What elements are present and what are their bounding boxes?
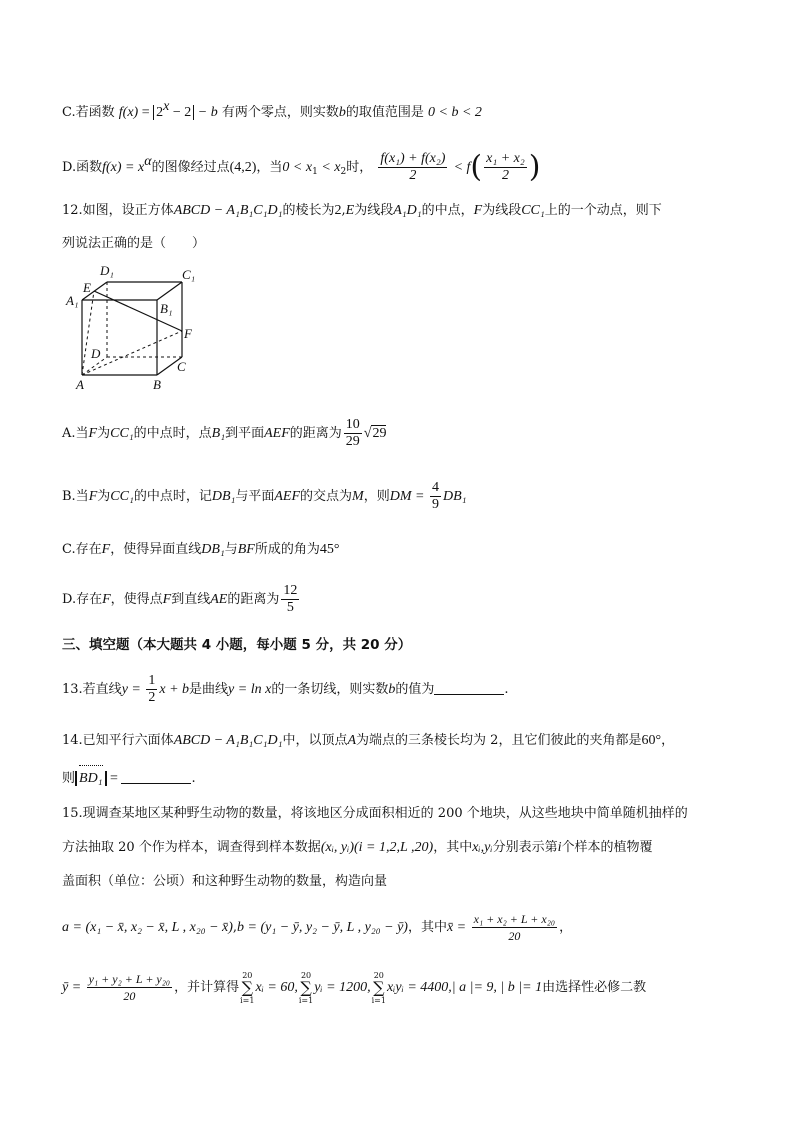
text: 的取值范围是	[345, 105, 424, 120]
point: (4,2)	[229, 160, 257, 175]
fraction	[87, 971, 172, 1004]
section-title: 三、填空题（本大题共 4 小题，每小题 5 分，共 20 分）	[62, 637, 412, 653]
text: ，并计算得	[174, 980, 240, 995]
solid-name: ABCD − A₁B₁C₁D₁	[173, 733, 283, 748]
denominator: 20	[508, 929, 521, 943]
func-name: f	[118, 105, 123, 120]
text: 的距离为	[227, 592, 280, 607]
text: 所成的角为	[254, 542, 320, 557]
point-f: F	[102, 592, 111, 607]
text: 上的一个动点，则下	[544, 203, 662, 218]
text: 中，以顶点	[282, 733, 348, 748]
text: 的距离为	[289, 426, 342, 441]
segment-bf: BF	[237, 542, 255, 557]
fraction	[472, 911, 557, 944]
question-14-line2	[62, 765, 196, 792]
point-f: F	[101, 542, 111, 557]
numerator: y₁ + y₂ + L + y₂₀	[88, 972, 171, 986]
fraction	[344, 417, 362, 450]
eq-sign: =	[106, 771, 122, 786]
func-var: x	[127, 105, 134, 120]
label-c: C	[177, 359, 186, 374]
fraction	[378, 151, 447, 184]
text: 为	[97, 426, 111, 441]
cond2: < x	[317, 160, 341, 175]
text: 为	[97, 489, 111, 504]
power-func: = x	[121, 160, 145, 175]
point-f: F	[88, 489, 98, 504]
text: 分别表示第	[492, 840, 558, 855]
sum-upper: 20	[242, 970, 253, 980]
cube-name: ABCD − A₁B₁C₁D₁	[173, 203, 283, 218]
var-b: b	[388, 682, 396, 697]
text: 为端点的三条棱长均为 2，且它们彼此的夹角都是	[356, 733, 642, 748]
question-15-line4: a = (x₁ − x̄, x₂ − x̄, L , x₂₀ − x̄),b = (y₁ − ȳ, y₂ − ȳ, L , y₂₀ − ȳ)，其中x̄ = $\frac{\text{x₁ + x₂ + L + x₂₀}}{20}$ ，	[62, 912, 573, 943]
fraction	[484, 151, 527, 184]
text: 的中点时，记	[133, 489, 212, 504]
option-12d	[62, 580, 301, 620]
rhs: DB₁	[442, 489, 467, 504]
sum-lower: i=1	[298, 995, 314, 1005]
sum-y: yᵢ = 1200,	[314, 980, 371, 995]
abs-tail: − 2	[169, 105, 192, 120]
segment-db1: DB₁	[201, 542, 225, 557]
text: 到平面	[225, 426, 265, 441]
vars: xᵢ,yᵢ	[472, 840, 493, 855]
text: 13.若直线	[62, 682, 122, 697]
plane-aef: AEF	[264, 426, 290, 441]
question-12-line1	[62, 201, 662, 221]
text: ，使得点	[110, 592, 163, 607]
segment-cc1: CC₁	[521, 203, 545, 218]
fraction	[146, 673, 157, 706]
option-label: A.当	[62, 426, 89, 441]
text: 时，	[346, 160, 373, 175]
fraction	[430, 480, 441, 513]
text: .	[191, 771, 196, 786]
point-a: A	[347, 733, 357, 748]
lt-f: < f	[453, 160, 471, 175]
option-label: C.若函数	[62, 105, 115, 120]
point-f: F	[473, 203, 483, 218]
option-12b	[62, 477, 467, 517]
numerator: x₁ + x₂ + L + x₂₀	[473, 912, 556, 926]
text: ,	[341, 203, 346, 218]
sum-sign: 20 ∑ i=1	[371, 970, 386, 1005]
text: 12.如图，设正方体	[62, 203, 174, 218]
text: 的中点时，点	[133, 426, 212, 441]
option-label: B.当	[62, 489, 89, 504]
option-12c	[62, 540, 339, 560]
text: 为线段	[482, 203, 522, 218]
line-ae: AE	[210, 592, 228, 607]
vector-bd1: BD₁	[79, 765, 103, 792]
vector-b: b = (y₁ − ȳ, y₂ − ȳ, L , y₂₀ − ȳ)	[237, 920, 408, 935]
line-rhs: x + b	[159, 682, 190, 697]
question-13	[62, 670, 508, 710]
lhs: DM =	[389, 489, 428, 504]
sqrt-value: 29	[372, 426, 387, 441]
text: 与平面	[235, 489, 275, 504]
text: 的值为	[395, 682, 435, 697]
text: ，则	[363, 489, 390, 504]
answer-blank[interactable]	[434, 680, 504, 695]
point-e: E	[345, 203, 355, 218]
numerator: f(x₁) + f(x₂)	[380, 151, 446, 166]
option-11c: C.若函数 $f(x) = 2^x - 2 - b$ 有两个零点，则实数b的取值范围是 0 < b < 2	[62, 99, 482, 120]
power-exp: α	[144, 154, 152, 169]
answer-blank[interactable]	[121, 769, 191, 784]
text: 到直线	[171, 592, 211, 607]
denominator: 2	[501, 168, 509, 183]
denominator: 2	[148, 690, 156, 705]
numerator: 1	[148, 673, 156, 688]
denominator: 5	[286, 600, 294, 615]
label-f: F	[184, 326, 192, 341]
curve: y = ln x	[228, 682, 272, 697]
text: 由选择性必修二教	[542, 980, 647, 995]
var-b: b	[338, 105, 346, 120]
sum-x: xᵢ = 60,	[255, 980, 298, 995]
sum-upper: 20	[300, 970, 312, 980]
denominator: 20	[123, 989, 136, 1003]
point-m: M	[352, 489, 364, 504]
ybar: ȳ =	[62, 980, 85, 995]
label-a1: A₁	[66, 293, 79, 308]
sum-xy: xᵢyᵢ = 4400,	[386, 980, 452, 995]
option-12a: A.当F为CC₁的中点时，点B₁到平面AEF的距离为 $\frac{10}{29}$ √29	[62, 417, 387, 449]
question-15-line2	[62, 838, 653, 858]
text: ，其中	[407, 920, 447, 935]
text: ，当	[256, 160, 283, 175]
question-15-line5	[62, 968, 646, 1008]
question-15-line1: 15.现调查某地区某种野生动物的数量，将该地区分成面积相近的 200 个地块，从这些地块中简单随机抽样的	[62, 806, 688, 821]
angle: 45°	[319, 542, 340, 557]
text: 个样本的植物覆	[561, 840, 653, 855]
label-d1: D₁	[100, 265, 114, 278]
label-a: A	[76, 377, 84, 392]
text: 是曲线	[189, 682, 229, 697]
text: 列说法正确的是（ ）	[62, 236, 206, 251]
sum-lower: i=1	[240, 995, 255, 1005]
numerator: 10	[345, 417, 360, 432]
fraction	[281, 583, 299, 616]
text: ，	[661, 733, 675, 748]
label-e: E	[83, 280, 91, 295]
sample-data: (xᵢ, yᵢ)(i = 1,2,L ,20)	[320, 840, 434, 855]
numerator: 12	[283, 583, 298, 598]
text: 则	[62, 771, 76, 786]
edge-length: 2	[334, 203, 342, 218]
denominator: 2	[409, 168, 417, 183]
text: 的一条切线，则实数	[271, 682, 389, 697]
angle: 60°	[641, 733, 662, 748]
option-label: C.存在	[62, 542, 102, 557]
text: 的棱长为	[282, 203, 335, 218]
sum-sign: 20 ∑ i=1	[240, 970, 255, 1005]
point-f: F	[162, 592, 172, 607]
question-15-line3: 盖面积（单位：公顷）和这种野生动物的数量，构造向量	[62, 874, 388, 889]
label-c1: C₁	[182, 267, 196, 282]
text: ，使得异面直线	[110, 542, 202, 557]
text: 有两个零点，则实数	[221, 105, 339, 120]
option-11d: D.函数$f(x) = x^\alpha$的图像经过点(4,2)，当$0 < x_1 < x_2$时， $\frac{\text{f(x₁) + f(x₂)}}{2}$ < f( $\frac{\text{x₁ + x₂}}{2}$ )	[62, 149, 541, 185]
segment-db1: DB₁	[211, 489, 236, 504]
cond: 0 < x	[282, 160, 313, 175]
segment-cc1: CC₁	[110, 489, 134, 504]
sum-upper: 20	[373, 970, 384, 980]
option-label: D.存在	[62, 592, 103, 607]
label-b: B	[153, 377, 161, 392]
denominator: 29	[345, 434, 360, 449]
sum-sign: 20 ∑ i=1	[298, 970, 314, 1005]
text: 为线段	[354, 203, 394, 218]
numerator: 4	[431, 480, 439, 495]
xbar: x̄ =	[446, 920, 470, 935]
numerator: x₁ + x₂	[486, 151, 525, 166]
question-14-line1	[62, 731, 674, 751]
label-b1: B₁	[160, 301, 173, 316]
text: 的中点，	[421, 203, 474, 218]
sum-lower: i=1	[371, 995, 386, 1005]
text: .	[504, 682, 509, 697]
question-12-line2	[62, 234, 205, 254]
text: 的图像经过点	[151, 160, 230, 175]
vector-norm	[75, 771, 107, 786]
point-b1: B₁	[211, 426, 226, 441]
vector-a: a = (x₁ − x̄, x₂ − x̄, L , x₂₀ − x̄)	[62, 920, 233, 935]
plane-aef: AEF	[274, 489, 301, 504]
cube-figure	[62, 265, 202, 395]
label-d: D	[91, 346, 101, 361]
denominator: 9	[431, 497, 439, 512]
point-f: F	[88, 426, 98, 441]
segment-cc1: CC₁	[110, 426, 134, 441]
text: 与	[224, 542, 238, 557]
line-lhs: y =	[121, 682, 145, 697]
abs-expr	[153, 99, 194, 120]
abs-exp: x	[163, 99, 170, 114]
text: ，	[559, 920, 573, 935]
text: 14.已知平行六面体	[62, 733, 174, 748]
eq-sign: =	[138, 105, 154, 120]
text: 方法抽取 20 个作为样本，调查得到样本数据	[62, 840, 321, 855]
norms: | a |= 9, | b |= 1	[451, 980, 543, 995]
minus-b: − b	[194, 105, 218, 120]
abs-base: 2	[156, 105, 164, 120]
text: ，其中	[433, 840, 473, 855]
range: 0 < b < 2	[428, 105, 482, 120]
segment-a1d1: A₁D₁	[393, 203, 422, 218]
text: 的交点为	[300, 489, 353, 504]
option-label: D.函数	[62, 160, 103, 175]
index-i: i	[557, 840, 562, 855]
